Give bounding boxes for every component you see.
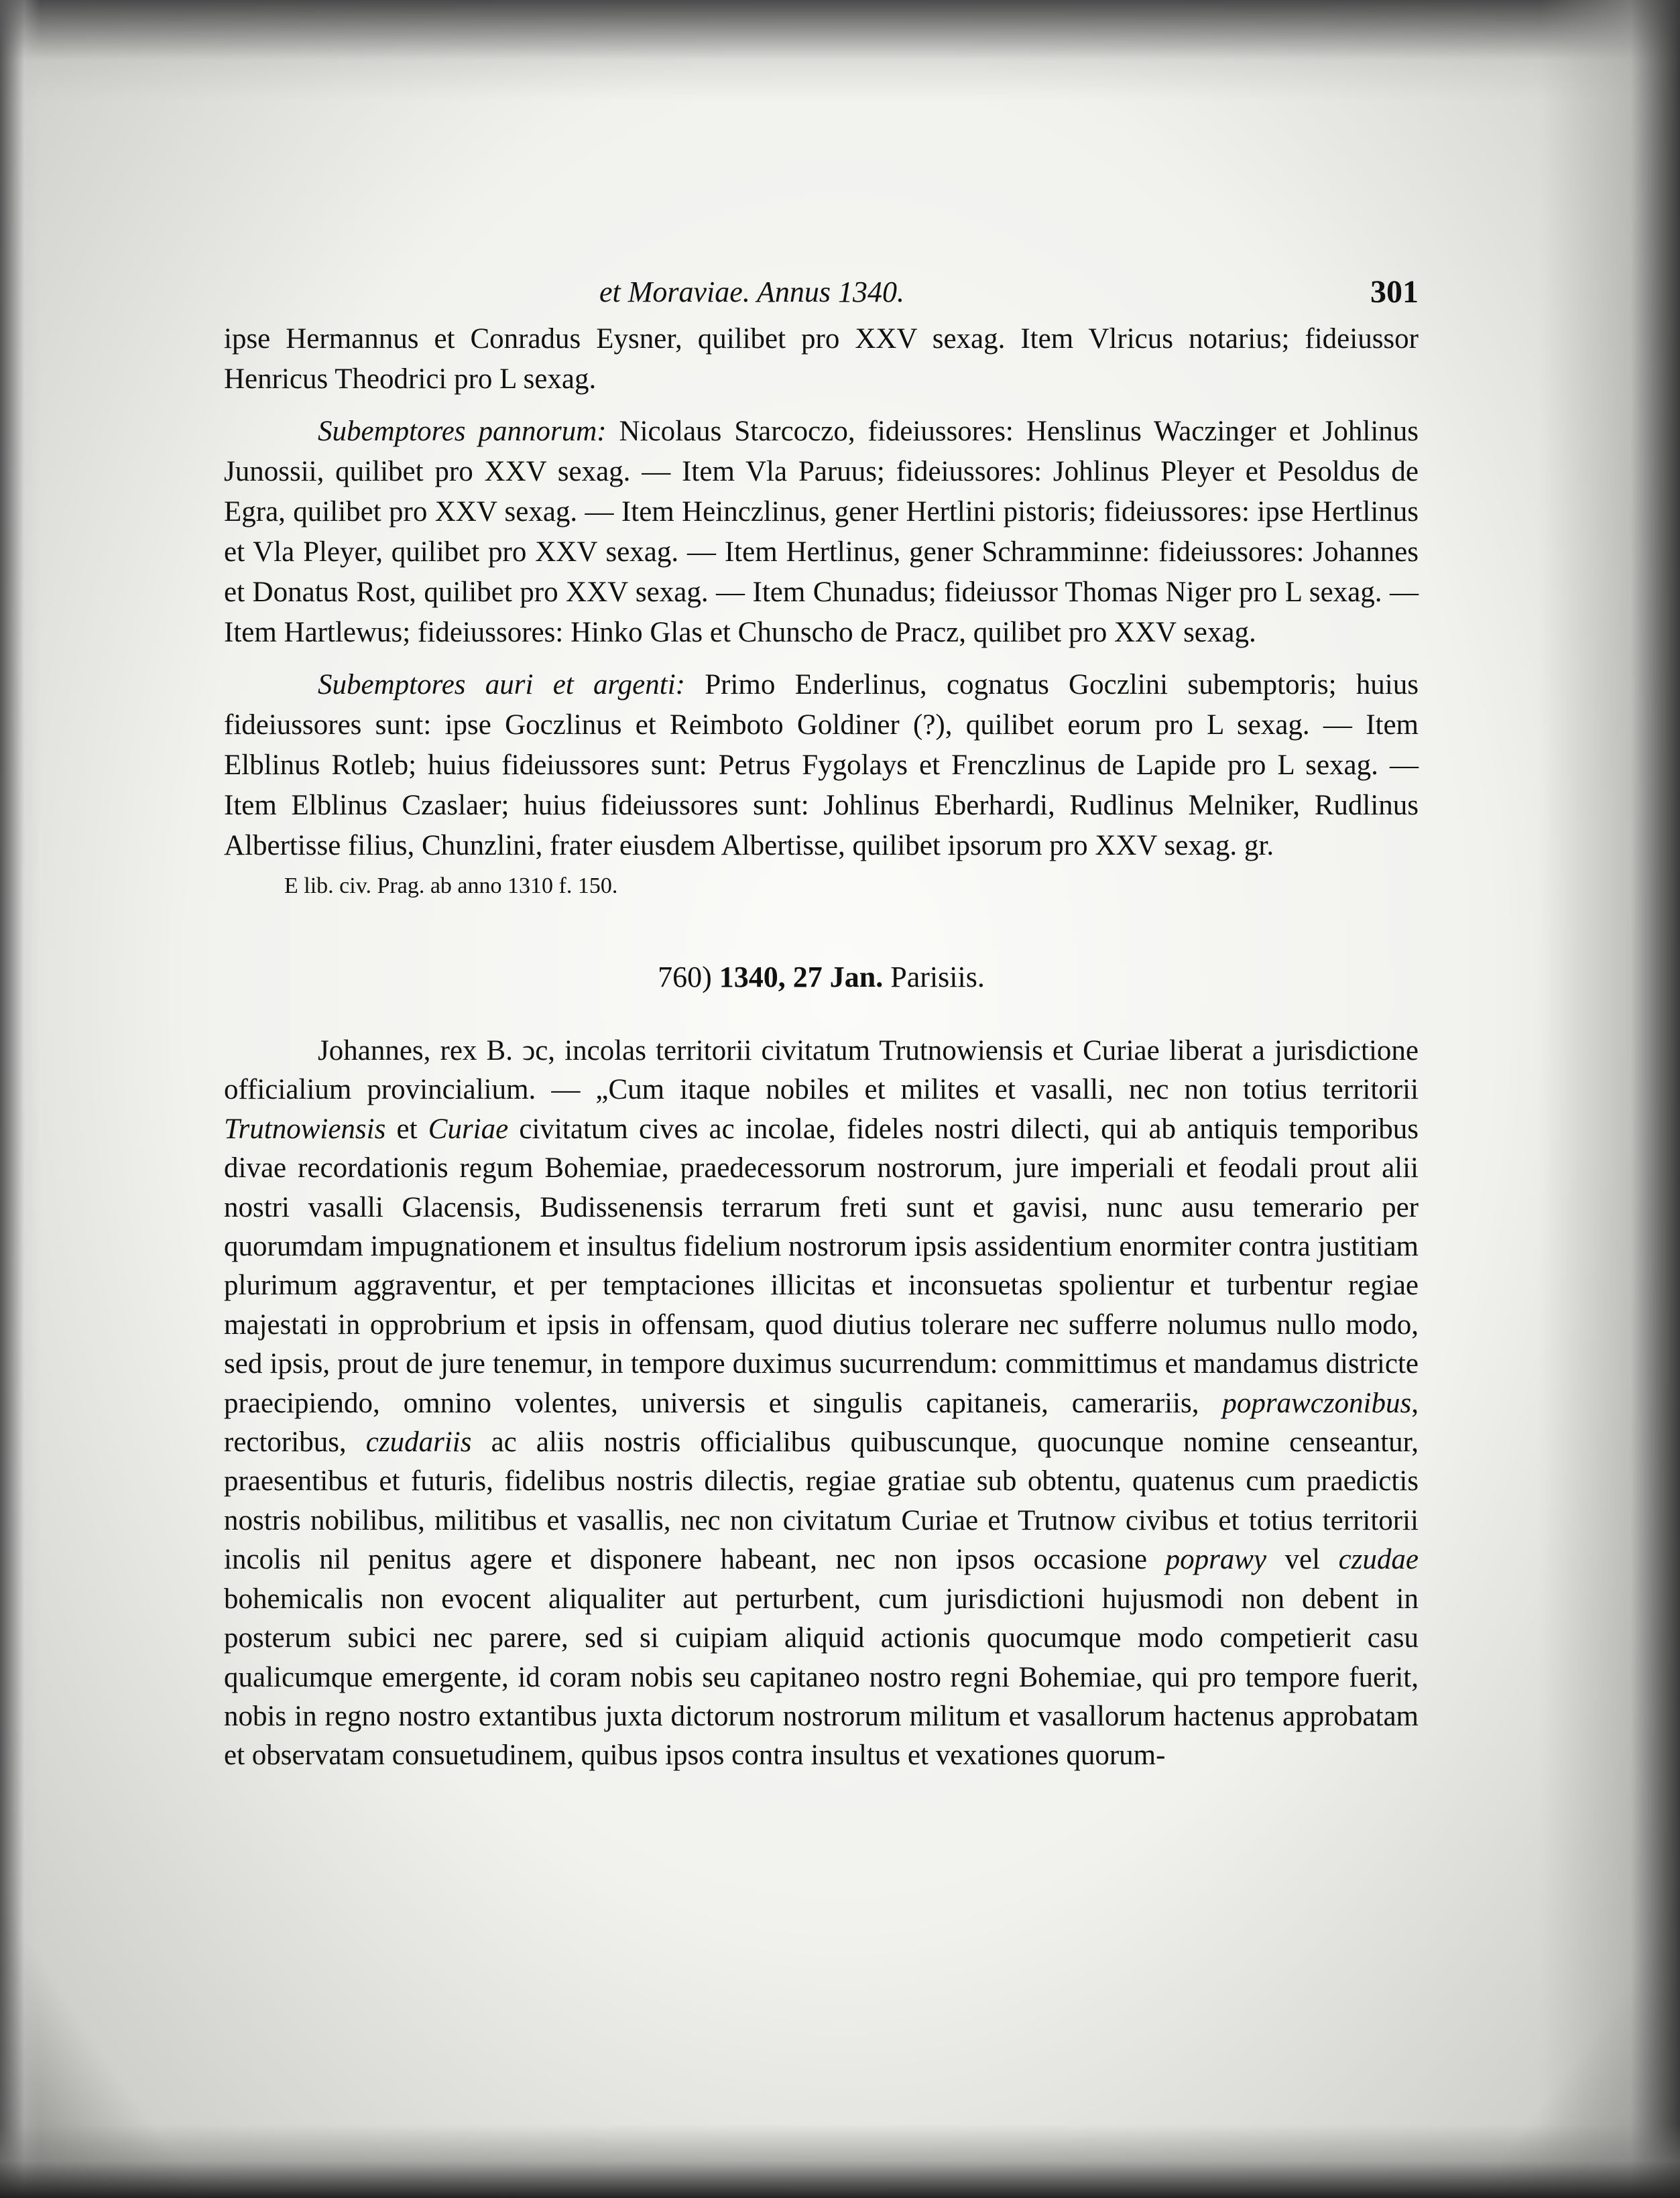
scan-shadow-bottom (0, 2124, 1680, 2198)
running-title: et Moraviae. Annus 1340. (599, 276, 905, 308)
italic-term: Trutnowiensis (224, 1113, 386, 1145)
page-number: 301 (1370, 274, 1419, 310)
document-date: 1340, 27 (719, 961, 823, 993)
italic-term: poprawczonibus (1222, 1387, 1412, 1419)
scan-shadow-top (0, 0, 1680, 101)
body-text: vel (1266, 1544, 1339, 1576)
document-number: 760) (658, 961, 712, 993)
italic-term: poprawy (1165, 1544, 1267, 1576)
continuation-paragraph: ipse Hermannus et Conradus Eysner, quilibet pro XXV sexag. Item Vlricus notarius; fideiussor Henricus Theodrici pro L sexag. (224, 323, 1419, 395)
subemptores-auri-paragraph (224, 665, 1419, 866)
document-heading (224, 960, 1419, 994)
subemptores-pannorum-paragraph (224, 412, 1419, 653)
paragraph-label: Subemptores auri et argenti: (318, 669, 685, 700)
body-text: civitatum cives ac incolae, fideles nostri dilecti, qui ab antiquis temporibus divae recordationis regum Bohemiae, praedecessorum nostrorum, jure imperiali et feodali prout alii nostri vasalli Glacensis, Budissenensis terrarum freti sunt et gavisi, nunc ausu temerario per quorumdam impugnationem et insultus fidelium nostrorum ipsis assidentium enormiter contra justitiam plurimum aggraventur, et per temptaciones illicitas et inconsuetas spolientur et turbentur regiae majestati in opprobrium et ipsis in offensam, quod diutius tolerare nec sufferre nolumus nullo modo, sed ipsis, prout de jure tenemur, in tempore duximus sucurrendum: committimus et mandamus districte praecipiendo, omnino volentes, universis et singulis capitaneis, camerariis, (224, 1113, 1419, 1419)
italic-term: Curiae (428, 1113, 509, 1145)
body-text: , rectoribus, (224, 1387, 1419, 1459)
document-month: Jan. (829, 961, 884, 993)
document-place: Parisiis. (890, 961, 985, 993)
paragraph-text: Nicolaus Starcoczo, fideiussores: Henslinus Waczinger et Johlinus Junossii, quilibet pro XXV sexag. — Item Vla Paruus; fideiussores: Johlinus Pleyer et Pesoldus de Egra, quilibet pro XXV sexag. — Item Heinczlinus, gener Hertlini pistoris; fideiussores: ipse Hertlinus et Vla Pleyer, quilibet pro XXV sexag. — Item Hertlinus, gener Schramminne: fideiussores: Johannes et Donatus Rost, quilibet pro XXV sexag. — Item Chunadus; fideiussor Thomas Niger pro L sexag. — Item Hartlewus; fideiussores: Hinko Glas et Chunscho de Pracz, quilibet pro XXV sexag. (224, 416, 1419, 648)
document-paragraph (224, 1032, 1419, 1776)
scan-shadow-left (0, 0, 40, 2198)
text-block (224, 268, 1419, 1776)
italic-term: czudariis (365, 1426, 472, 1459)
running-header (224, 268, 1419, 315)
document-body (224, 1032, 1419, 1776)
body-text: ac aliis nostris officialibus quibuscunque, quocunque nomine censeantur, praesentibus et futuris, fidelibus nostris dilectis, regiae gratiae sub obtentu, quatenus cum praedictis nostris nobilibus, militibus et vasallis, nec non civitatum Curiae et Trutnow civibus et totius territorii incolis nil penitus agere et disponere habeant, nec non ipsos occasione (224, 1426, 1419, 1576)
paragraph-text: Primo Enderlinus, cognatus Goczlini subemptoris; huius fideiussores sunt: ipse Goczlinus et Reimboto Goldiner (?), quilibet eorum pro L sexag. — Item Elblinus Rotleb; huius fideiussores sunt: Petrus Fygolays et Frenczlinus de Lapide pro L sexag. — Item Elblinus Czaslaer; huius fideiussores sunt: Johlinus Eberhardi, Rudlinus Melniker, Rudlinus Albertisse filius, Chunzlini, frater eiusdem Albertisse, quilibet ipsorum pro XXV sexag. gr. (224, 669, 1419, 861)
body-text: Johannes, rex B. ͻc, incolas territorii civitatum Trutnowiensis et Curiae liberat a jurisdictione officialium provincialium. — „Cum itaque nobiles et milites et vasalli, nec non totius territorii (224, 1035, 1419, 1106)
italic-term: czudae (1338, 1544, 1419, 1576)
body-text: bohemicalis non evocent aliqualiter aut perturbent, cum jurisdictioni hujusmodi non debent in posterum subici nec parere, sed si cuipiam aliquid actionis quocumque modo competierit casu qualicumque emergente, id coram nobis seu capitaneo nostro regni Bohemiae, qui pro tempore fuerit, nobis in regno nostro extantibus juxta dictorum nostrorum militum et vasallorum hactenus approbatam et observatam consuetudinem, quibus ipsos contra insultus et vexationes quorum- (224, 1583, 1419, 1772)
scan-shadow-right (1539, 0, 1680, 2198)
paragraph-label: Subemptores pannorum: (318, 416, 607, 447)
body-text: et (385, 1113, 428, 1145)
source-note: E lib. civ. Prag. ab anno 1310 f. 150. (284, 873, 618, 898)
